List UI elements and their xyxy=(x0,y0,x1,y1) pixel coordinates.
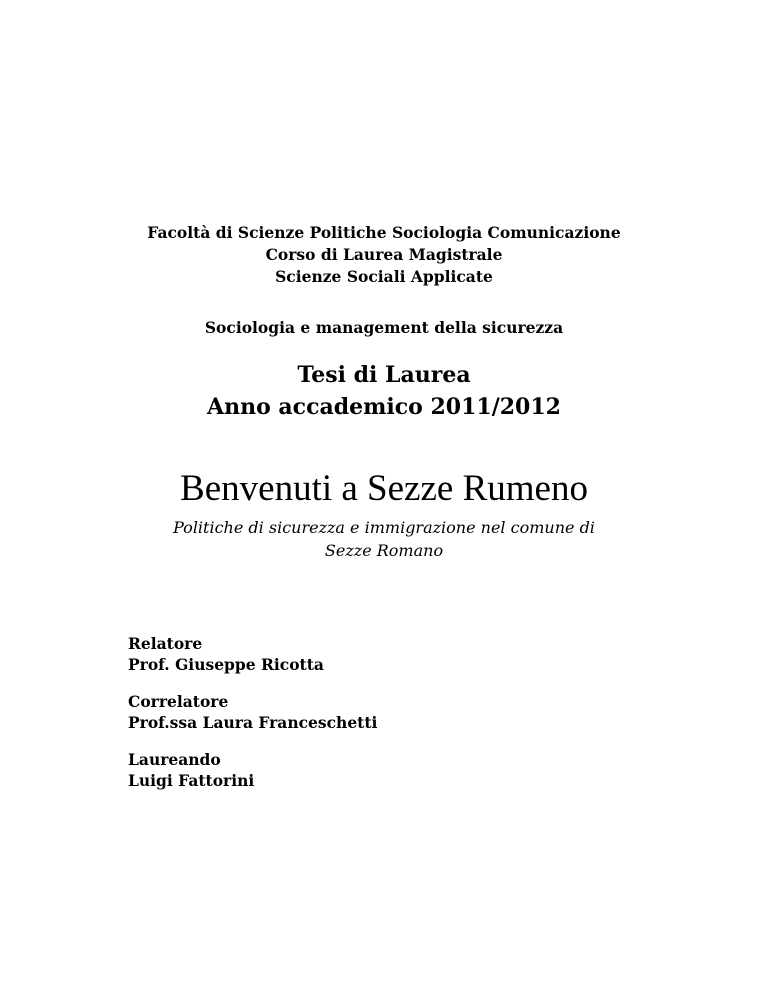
correlatore-label: Correlatore xyxy=(128,692,229,711)
degree-course: Corso di Laurea Magistrale xyxy=(265,245,503,264)
relatore-name: Prof. Giuseppe Ricotta xyxy=(128,655,324,674)
subtitle-line-2: Sezze Romano xyxy=(324,541,444,560)
laureando-label: Laureando xyxy=(128,750,221,769)
people-list xyxy=(128,633,377,807)
relatore-label: Relatore xyxy=(128,634,203,653)
faculty-heading xyxy=(0,222,768,288)
thesis-info xyxy=(0,359,768,423)
thesis-title: Benvenuti a Sezze Rumeno xyxy=(180,468,588,509)
laureando-name: Luigi Fattorini xyxy=(128,771,255,790)
laureando-group xyxy=(128,749,377,791)
faculty-name: Facoltà di Scienze Politiche Sociologia Comunicazione xyxy=(147,223,621,242)
degree-program: Scienze Sociali Applicate xyxy=(275,267,493,286)
curriculum: Sociologia e management della sicurezza xyxy=(204,318,564,337)
correlatore-group xyxy=(128,691,377,733)
subtitle-line-1: Politiche di sicurezza e immigrazione nel comune di xyxy=(173,518,595,537)
relatore-group xyxy=(128,633,377,675)
correlatore-name: Prof.ssa Laura Franceschetti xyxy=(128,713,378,732)
thesis-type: Tesi di Laurea xyxy=(297,362,471,388)
thesis-subtitle xyxy=(0,516,768,562)
academic-year: Anno accademico 2011/2012 xyxy=(207,394,561,420)
